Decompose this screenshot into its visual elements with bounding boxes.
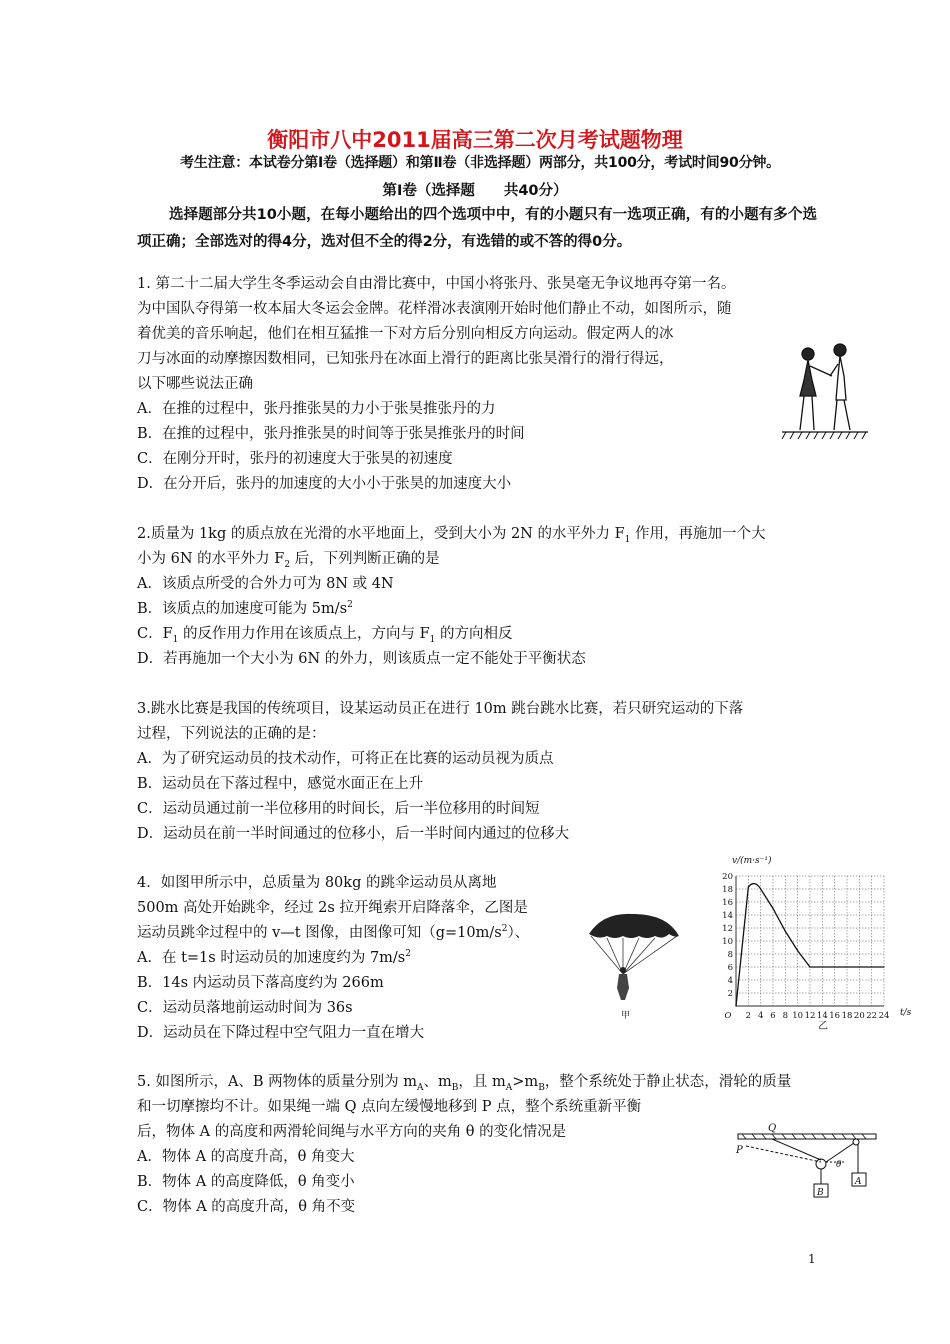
angle-theta-label: θ — [836, 1160, 842, 1170]
y-tick-label: 12 — [722, 924, 733, 934]
question-4-option-c: C．运动员落地前运动时间为 36s — [137, 1000, 353, 1016]
question-1 — [137, 272, 827, 497]
y-tick-label: 4 — [727, 976, 733, 986]
data-point — [834, 966, 835, 967]
question-3 — [137, 697, 827, 847]
page-title: 衡阳市八中2011届高三第二次月考试题物理 — [267, 128, 683, 152]
question-2-option-d: D．若再施加一个大小为 6N 的外力，则该质点一定不能处于平衡状态 — [137, 651, 586, 667]
data-point — [735, 1005, 736, 1006]
question-1-stem-line: 1. 第二十二届大学生冬季运动会自由滑比赛中，中国小将张丹、张昊毫无争议地再夺第一名。 — [137, 276, 736, 292]
exam-notice: 考生注意：本试卷分第Ⅰ卷（选择题）和第Ⅱ卷（非选择题）两部分，共100分，考试时间90分钟。 — [180, 155, 780, 171]
question-1-option-d: D．在分开后，张丹的加速度的大小小于张昊的加速度大小 — [137, 476, 512, 492]
graph-y-axis-label: v/(m·s⁻¹) — [732, 856, 772, 866]
x-tick-label: 16 — [829, 1011, 841, 1021]
question-4-option-a: A．在 t=1s 时运动员的加速度约为 $7m/s^2$ — [137, 949, 411, 966]
data-point — [809, 966, 810, 967]
y-tick-label: 18 — [722, 885, 733, 895]
question-2-option-b: B．该质点的加速度可能为 $5m/s^2$ — [137, 600, 353, 617]
question-3-option-c: C．运动员通过前一半位移用的时间长，后一半位移用的时间短 — [137, 801, 540, 817]
data-point — [871, 966, 872, 967]
velocity-time-graph — [700, 853, 912, 1033]
x-tick-label: 10 — [792, 1011, 804, 1021]
block-a-label: A — [855, 1177, 862, 1187]
y-tick-label: 10 — [722, 937, 733, 947]
question-2 — [137, 522, 827, 672]
question-1-option-c: C．在刚分开时，张丹的初速度大于张昊的初速度 — [137, 451, 453, 467]
graph-x-ticks — [725, 1011, 890, 1021]
x-tick-label: 6 — [770, 1011, 776, 1021]
question-4 — [137, 871, 577, 1046]
graph-y-ticks — [722, 872, 733, 999]
block-b-label: B — [817, 1188, 824, 1198]
figure-label-yi: 乙 — [818, 1021, 828, 1032]
question-5-stem-line: 5. 如图所示，A、B 两物体的质量分别为 $m_A$、$m_B$，且 $m_A>m_B$，整个系统处于静止状态，滑轮的质量 — [137, 1074, 792, 1093]
data-point — [748, 886, 749, 887]
graph-x-axis-label: t/s — [900, 1008, 912, 1018]
x-tick-label: 8 — [782, 1011, 789, 1021]
question-2-option-c: C．$F_1$ 的反作用力作用在该质点上，方向与 $F_1$ 的方向相反 — [137, 626, 513, 645]
question-4-stem-line: 500m 高处开始跳伞，经过 2s 拉开绳索开启降落伞，乙图是 — [137, 900, 528, 916]
data-point — [785, 931, 786, 932]
parachutist-figure — [583, 910, 683, 1022]
question-5-stem-line: 和一切摩擦均不计。如果绳一端 Q 点向左缓慢地移到 P 点，整个系统重新平衡 — [137, 1099, 642, 1115]
figure-label-jia: 甲 — [621, 1011, 631, 1021]
data-point — [859, 966, 860, 967]
question-2-option-a: A．该质点所受的合外力可为 8N 或 4N — [137, 576, 394, 592]
data-point — [797, 950, 798, 951]
data-point — [883, 966, 884, 967]
section-heading: 第Ⅰ卷（选择题 共40分） — [382, 183, 568, 199]
question-5-option-c: C．物体 A 的高度升高，θ 角不变 — [137, 1199, 356, 1215]
x-tick-label: 4 — [757, 1011, 764, 1021]
question-1-stem-line: 刀与冰面的动摩擦因数相同，已知张丹在冰面上滑行的距离比张昊滑行的滑行得远， — [137, 351, 674, 367]
question-2-stem-line: 小为 6N 的水平外力 $F_2$ 后，下列判断正确的是 — [137, 551, 440, 570]
point-p-label: P — [736, 1145, 743, 1156]
question-3-option-d: D．运动员在前一半时间通过的位移小，后一半时间内通过的位移大 — [137, 826, 570, 842]
data-point — [822, 966, 823, 967]
question-1-option-b: B．在推的过程中，张丹推张昊的时间等于张昊推张丹的时间 — [137, 426, 525, 442]
question-1-option-a: A．在推的过程中，张丹推张昊的力小于张昊推张丹的力 — [137, 401, 496, 417]
question-4-stem-line: 4．如图甲所示中，总质量为 80kg 的跳伞运动员从离地 — [137, 875, 497, 891]
x-tick-label: 18 — [841, 1011, 853, 1021]
x-tick-label: 14 — [816, 1011, 828, 1021]
question-3-stem-line: 过程，下列说法的正确的是： — [137, 726, 326, 742]
data-point — [760, 888, 761, 889]
x-tick-label: 12 — [804, 1011, 816, 1021]
pulley-figure — [732, 1118, 882, 1204]
x-tick-label: 2 — [745, 1011, 752, 1021]
skaters-figure — [780, 340, 870, 440]
x-tick-label: O — [724, 1011, 732, 1021]
question-1-stem-line: 以下哪些说法正确 — [137, 376, 253, 392]
y-tick-label: 20 — [722, 872, 733, 882]
data-point — [772, 908, 773, 909]
question-4-stem-line: 运动员跳伞过程中的 v—t 图像，由图像可知$(g=10m/s^2)$、 — [137, 924, 530, 941]
point-q-label: Q — [768, 1123, 777, 1134]
question-1-stem-line: 着优美的音乐响起，他们在相互猛推一下对方后分别向相反方向运动。假定两人的冰 — [137, 326, 674, 342]
y-tick-label: 6 — [727, 963, 733, 973]
x-tick-label: 24 — [878, 1011, 890, 1021]
page-number: 1 — [808, 1252, 816, 1266]
question-2-stem-line: 2.质量为 1kg 的质点放在光滑的水平地面上，受到大小为 2N 的水平外力 $F_1$ 作用，再施加一个大 — [137, 526, 766, 545]
y-tick-label: 2 — [727, 989, 733, 999]
question-4-option-d: D．运动员在下降过程中空气阻力一直在增大 — [137, 1025, 425, 1041]
question-5-option-a: A．物体 A 的高度升高，θ 角变大 — [137, 1149, 355, 1165]
question-4-option-b: B．14s 内运动员下落高度约为 266m — [137, 975, 384, 991]
question-1-stem-line: 为中国队夺得第一枚本届大冬运会金牌。花样滑冰表演刚开始时他们静止不动，如图所示，随 — [137, 301, 732, 317]
graph-grid — [736, 876, 884, 1006]
question-5-option-b: B．物体 A 的高度降低，θ 角变小 — [137, 1174, 355, 1190]
y-tick-label: 14 — [722, 911, 733, 921]
question-3-option-b: B．运动员在下落过程中，感觉水面正在上升 — [137, 776, 424, 792]
y-tick-label: 16 — [722, 898, 733, 908]
x-tick-label: 20 — [853, 1011, 865, 1021]
instructions: 选择题部分共10小题，在每小题给出的四个选项中中，有的小题只有一选项正确，有的小题有多个选项正确；全部选对的得4分，选对但不全的得2分，有选错的或不答的得0分。 — [137, 207, 817, 250]
x-tick-label: 22 — [866, 1011, 878, 1021]
y-tick-label: 8 — [727, 950, 733, 960]
question-5 — [137, 1070, 827, 1220]
question-5-stem-line: 后，物体 A 的高度和两滑轮间绳与水平方向的夹角 θ 的变化情况是 — [137, 1124, 567, 1140]
question-3-option-a: A．为了研究运动员的技术动作，可将正在比赛的运动员视为质点 — [137, 751, 554, 767]
data-point — [846, 966, 847, 967]
question-3-stem-line: 3.跳水比赛是我国的传统项目，设某运动员正在进行 10m 跳台跳水比赛，若只研究运动的下落 — [137, 701, 744, 717]
